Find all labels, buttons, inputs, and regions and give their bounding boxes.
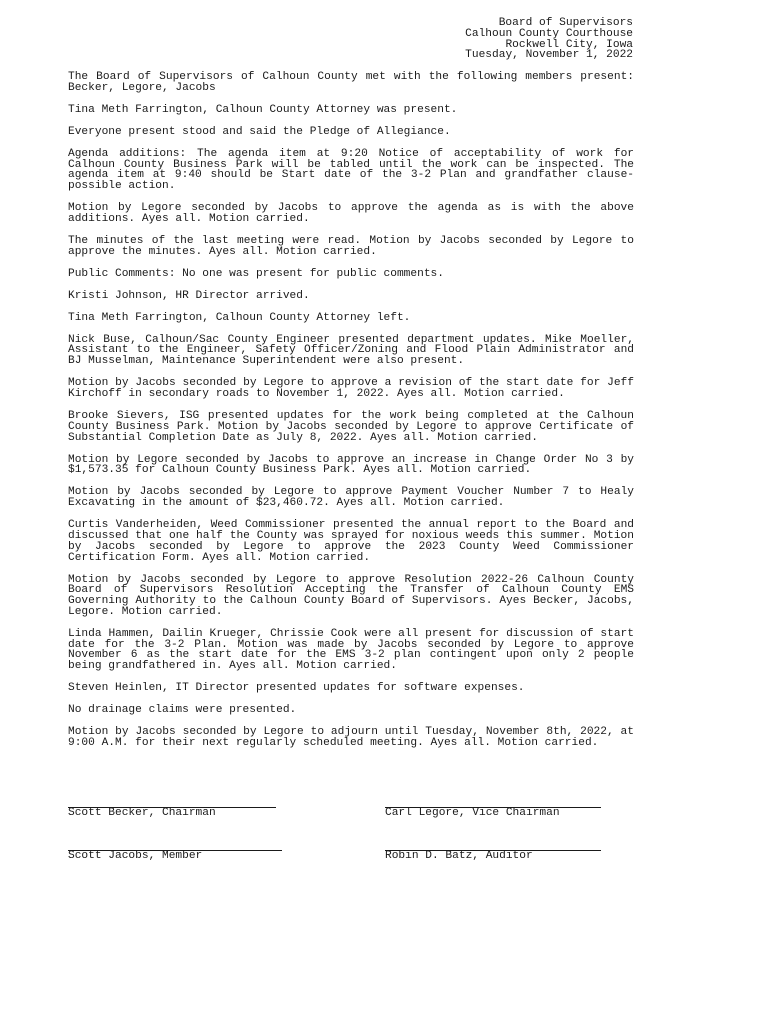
header-location: Rockwell City, Iowa: [505, 38, 633, 51]
header-date: Tuesday, November 1, 2022: [465, 49, 633, 62]
signature-member: [68, 842, 282, 862]
paragraph-weed-commissioner: Curtis Vanderheiden, Weed Commissioner presented the annual report to the Board and discussed that one half the County was sprayed for noxious weeds this summer. Motion by Jacobs seconded by Legore to approve the 2023 County Weed Commissioner Certification Form. Ayes all. Motion carried.: [68, 519, 634, 564]
signature-name: Scott Jacobs, Member: [68, 850, 203, 862]
paragraph-drainage: No drainage claims were presented.: [68, 704, 297, 717]
signature-auditor: [385, 842, 601, 862]
header-board: Board of Supervisors: [498, 17, 633, 29]
paragraph-start-date-revision: Motion by Jacobs seconded by Legore to approve a revision of the start date for Jeff Kirchoff in secondary roads to November 1, 2022. Ayes all. Motion carried.: [68, 377, 634, 401]
paragraph-hr-arrived: Kristi Johnson, HR Director arrived.: [68, 289, 310, 302]
paragraph-32-plan: Linda Hammen, Dailin Krueger, Chrissie Cook were all present for discussion of start date for the 3-2 Plan. Motion was made by Jacobs seconded by Legore to approve November 6 as the start date for the EMS 3-2 plan contingent upon only 2 people being grandfathered in. Ayes all. Motion carried.: [68, 627, 634, 673]
signature-name: Carl Legore, Vice Chairman: [385, 807, 560, 819]
paragraph-attorney-left: Tina Meth Farrington, Calhoun County Attorney left.: [68, 311, 411, 324]
paragraph-agenda-additions: Agenda additions: The agenda item at 9:20 Notice of acceptability of work for Calhoun County Business Park will be tabled until the work can be inspected. The agenda item at 9:40 should be Start date of the 3-2 Plan and grandfather clause-possible action.: [68, 147, 634, 193]
paragraph-pledge: Everyone present stood and said the Pledge of Allegiance.: [68, 125, 451, 138]
paragraph-approve-agenda: Motion by Legore seconded by Jacobs to approve the agenda as is with the above additions. Ayes all. Motion carried.: [68, 202, 634, 225]
paragraph-members-present: The Board of Supervisors of Calhoun County met with the following members present: Becker, Legore, Jacobs: [68, 71, 634, 94]
paragraph-engineer-updates: Nick Buse, Calhoun/Sac County Engineer presented department updates. Mike Moeller, Assistant to the Engineer, Safety Officer/Zoning and Flood Plain Administrator and BJ Musselman, Maintenance Superintendent were also present.: [68, 333, 634, 368]
signature-block: [68, 799, 634, 879]
paragraph-it-updates: Steven Heinlen, IT Director presented updates for software expenses.: [68, 682, 525, 695]
paragraph-minutes: The minutes of the last meeting were read. Motion by Jacobs seconded by Legore to approve the minutes. Ayes all. Motion carried.: [68, 234, 634, 258]
paragraph-adjourn: Motion by Jacobs seconded by Legore to adjourn until Tuesday, November 8th, 2022, at 9:00 A.M. for their next regularly scheduled meeting. Ayes all. Motion carried.: [68, 726, 634, 750]
paragraph-business-park-updates: Brooke Sievers, ISG presented updates for the work being completed at the Calhoun County Business Park. Motion by Jacobs seconded by Legore to approve Certificate of Substantial Completion Date as July 8, 2022. Ayes all. Motion carried.: [68, 410, 634, 444]
minutes-body: [68, 72, 634, 760]
signature-vice-chairman: [385, 799, 601, 819]
paragraph-change-order: Motion by Legore seconded by Jacobs to approve an increase in Change Order No 3 by $1,573.35 for Calhoun County Business Park. Ayes all. Motion carried.: [68, 453, 634, 477]
signature-chairman: [68, 799, 276, 819]
paragraph-resolution: Motion by Jacobs seconded by Legore to approve Resolution 2022-26 Calhoun County Board of Supervisors Resolution Accepting the Transfer of Calhoun County EMS Governing Authority to the Calhoun County Board of Supervisors. Ayes Becker, Jacobs, Legore. Motion carried.: [68, 573, 634, 618]
signature-name: Scott Becker, Chairman: [68, 807, 216, 819]
signature-name: Robin D. Batz, Auditor: [385, 850, 533, 862]
paragraph-payment-voucher: Motion by Jacobs seconded by Legore to approve Payment Voucher Number 7 to Healy Excavating in the amount of $23,460.72. Ayes all. Motion carried.: [68, 486, 634, 510]
paragraph-public-comments: Public Comments: No one was present for public comments.: [68, 267, 444, 280]
paragraph-attorney-present: Tina Meth Farrington, Calhoun County Attorney was present.: [68, 103, 458, 116]
header-courthouse: Calhoun County Courthouse: [465, 27, 633, 40]
document-header: [465, 18, 633, 61]
